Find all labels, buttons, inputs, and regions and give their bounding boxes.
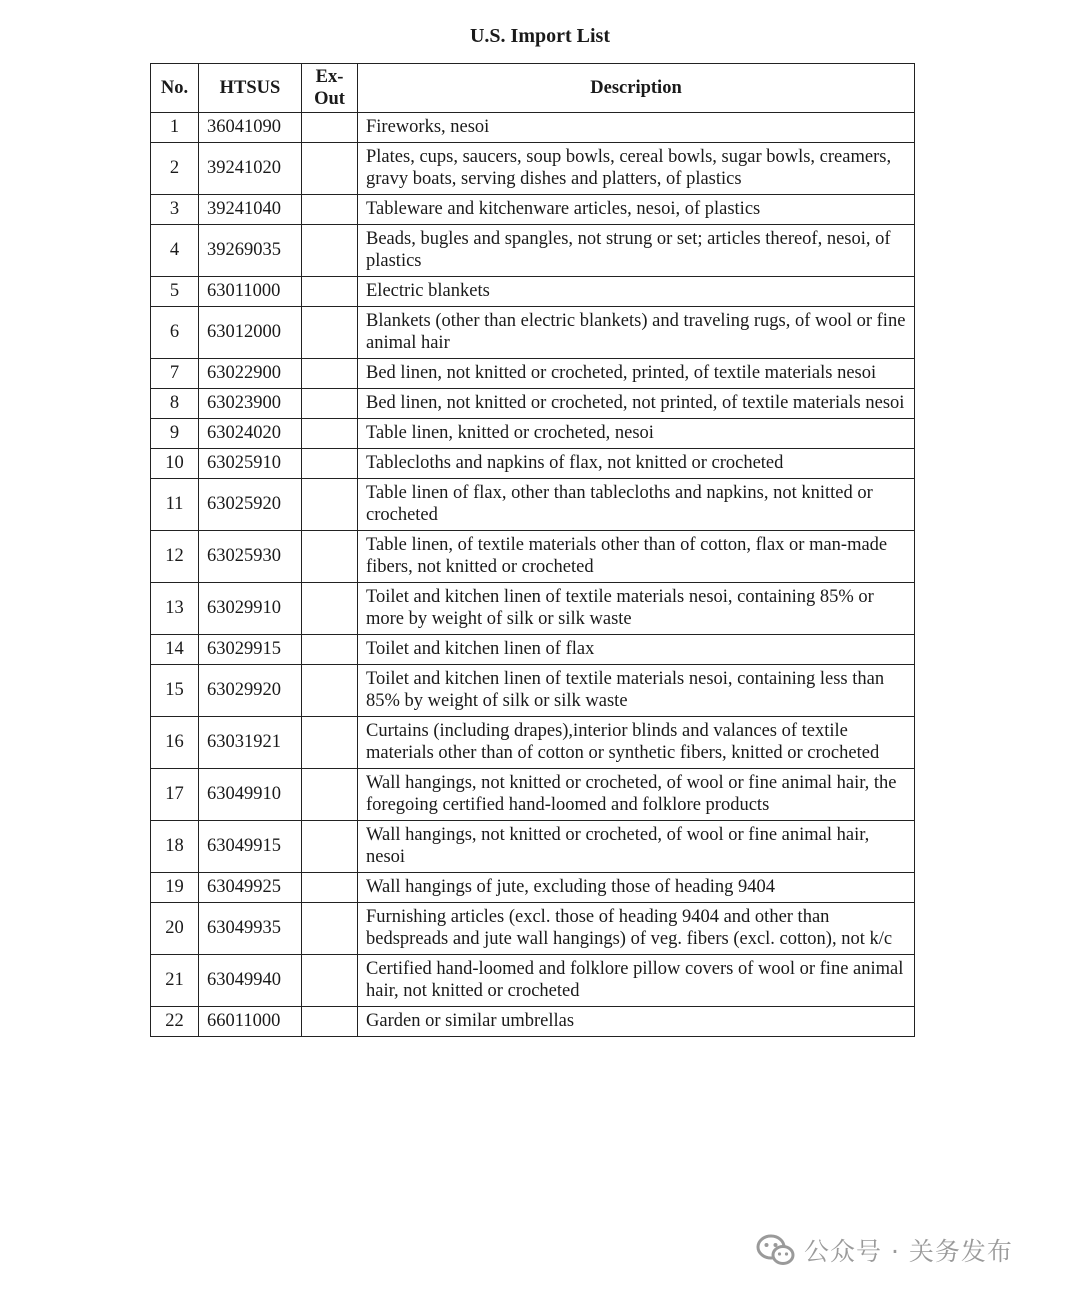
table-row — [151, 717, 915, 769]
cell-no: 3 — [151, 195, 199, 225]
table-row — [151, 143, 915, 195]
cell-description: Wall hangings, not knitted or crocheted, of wool or fine animal hair, nesoi — [358, 821, 915, 873]
cell-no: 12 — [151, 531, 199, 583]
cell-htsus: 63025930 — [199, 531, 302, 583]
page-title: U.S. Import List — [469, 25, 610, 47]
cell-exout — [302, 277, 358, 307]
cell-no: 16 — [151, 717, 199, 769]
table-row — [151, 359, 915, 389]
table-row — [151, 635, 915, 665]
header-exout: Ex- Out — [302, 64, 358, 113]
cell-no: 22 — [151, 1007, 199, 1037]
cell-htsus: 63023900 — [199, 389, 302, 419]
table-row — [151, 195, 915, 225]
cell-no: 9 — [151, 419, 199, 449]
table-row — [151, 225, 915, 277]
header-htsus: HTSUS — [199, 64, 302, 113]
cell-exout — [302, 665, 358, 717]
cell-description: Table linen, knitted or crocheted, nesoi — [358, 419, 915, 449]
cell-no: 19 — [151, 873, 199, 903]
cell-description: Toilet and kitchen linen of flax — [358, 635, 915, 665]
cell-description: Electric blankets — [358, 277, 915, 307]
cell-htsus: 63049910 — [199, 769, 302, 821]
watermark-text: 公众号 · 关务发布 — [804, 1237, 1013, 1266]
cell-exout — [302, 195, 358, 225]
cell-no: 10 — [151, 449, 199, 479]
cell-exout — [302, 1007, 358, 1037]
cell-htsus: 39241040 — [199, 195, 302, 225]
cell-htsus: 63049940 — [199, 955, 302, 1007]
cell-no: 20 — [151, 903, 199, 955]
cell-description: Blankets (other than electric blankets) and traveling rugs, of wool or fine animal hair — [358, 307, 915, 359]
table-row — [151, 531, 915, 583]
table-body — [151, 113, 915, 1037]
cell-htsus: 63049925 — [199, 873, 302, 903]
import-list-table — [150, 63, 915, 1037]
cell-htsus: 63029915 — [199, 635, 302, 665]
cell-htsus: 63049915 — [199, 821, 302, 873]
cell-no: 1 — [151, 113, 199, 143]
cell-description: Toilet and kitchen linen of textile materials nesoi, containing 85% or more by weight of silk or silk waste — [358, 583, 915, 635]
cell-htsus: 63025920 — [199, 479, 302, 531]
cell-exout — [302, 717, 358, 769]
cell-exout — [302, 307, 358, 359]
cell-no: 17 — [151, 769, 199, 821]
cell-exout — [302, 583, 358, 635]
wechat-icon — [756, 1233, 796, 1267]
header-no: No. — [151, 64, 199, 113]
table-row — [151, 821, 915, 873]
table-row — [151, 903, 915, 955]
cell-htsus: 63049935 — [199, 903, 302, 955]
header-description: Description — [358, 64, 915, 113]
cell-htsus: 63025910 — [199, 449, 302, 479]
cell-htsus: 39269035 — [199, 225, 302, 277]
cell-description: Tableware and kitchenware articles, nesoi, of plastics — [358, 195, 915, 225]
table-row — [151, 665, 915, 717]
cell-exout — [302, 143, 358, 195]
table-row — [151, 277, 915, 307]
cell-exout — [302, 113, 358, 143]
cell-exout — [302, 903, 358, 955]
cell-description: Bed linen, not knitted or crocheted, printed, of textile materials nesoi — [358, 359, 915, 389]
table-row — [151, 955, 915, 1007]
cell-htsus: 63012000 — [199, 307, 302, 359]
cell-description: Curtains (including drapes),interior blinds and valances of textile materials other than of cotton or synthetic fibers, knitted or crocheted — [358, 717, 915, 769]
cell-description: Furnishing articles (excl. those of heading 9404 and other than bedspreads and jute wall hangings) of veg. fibers (excl. cotton), not k/c — [358, 903, 915, 955]
watermark — [756, 1230, 1013, 1270]
cell-description: Plates, cups, saucers, soup bowls, cereal bowls, sugar bowls, creamers, gravy boats, serving dishes and platters, of plastics — [358, 143, 915, 195]
cell-no: 14 — [151, 635, 199, 665]
cell-htsus: 63029920 — [199, 665, 302, 717]
cell-description: Wall hangings, not knitted or crocheted, of wool or fine animal hair, the foregoing certified hand-loomed and folklore products — [358, 769, 915, 821]
cell-description: Garden or similar umbrellas — [358, 1007, 915, 1037]
cell-description: Table linen of flax, other than tablecloths and napkins, not knitted or crocheted — [358, 479, 915, 531]
cell-exout — [302, 531, 358, 583]
table-row — [151, 419, 915, 449]
cell-htsus: 63024020 — [199, 419, 302, 449]
cell-description: Certified hand-loomed and folklore pillow covers of wool or fine animal hair, not knitted or crocheted — [358, 955, 915, 1007]
cell-exout — [302, 769, 358, 821]
cell-exout — [302, 873, 358, 903]
table-row — [151, 769, 915, 821]
cell-description: Bed linen, not knitted or crocheted, not printed, of textile materials nesoi — [358, 389, 915, 419]
cell-no: 7 — [151, 359, 199, 389]
table-row — [151, 449, 915, 479]
cell-no: 2 — [151, 143, 199, 195]
cell-description: Toilet and kitchen linen of textile materials nesoi, containing less than 85% by weight of silk or silk waste — [358, 665, 915, 717]
cell-exout — [302, 479, 358, 531]
cell-no: 8 — [151, 389, 199, 419]
cell-htsus: 63022900 — [199, 359, 302, 389]
cell-no: 15 — [151, 665, 199, 717]
cell-no: 6 — [151, 307, 199, 359]
cell-no: 13 — [151, 583, 199, 635]
cell-exout — [302, 955, 358, 1007]
table-row — [151, 1007, 915, 1037]
table-header-row — [151, 64, 915, 113]
cell-description: Tablecloths and napkins of flax, not knitted or crocheted — [358, 449, 915, 479]
cell-exout — [302, 419, 358, 449]
cell-htsus: 63031921 — [199, 717, 302, 769]
cell-no: 21 — [151, 955, 199, 1007]
cell-no: 4 — [151, 225, 199, 277]
cell-description: Table linen, of textile materials other than of cotton, flax or man-made fibers, not knitted or crocheted — [358, 531, 915, 583]
cell-exout — [302, 821, 358, 873]
table-row — [151, 307, 915, 359]
cell-no: 11 — [151, 479, 199, 531]
cell-htsus: 36041090 — [199, 113, 302, 143]
cell-htsus: 39241020 — [199, 143, 302, 195]
cell-exout — [302, 389, 358, 419]
cell-description: Beads, bugles and spangles, not strung or set; articles thereof, nesoi, of plastics — [358, 225, 915, 277]
cell-exout — [302, 225, 358, 277]
cell-htsus: 63011000 — [199, 277, 302, 307]
cell-no: 18 — [151, 821, 199, 873]
cell-no: 5 — [151, 277, 199, 307]
table-row — [151, 873, 915, 903]
cell-htsus: 66011000 — [199, 1007, 302, 1037]
table-row — [151, 389, 915, 419]
cell-exout — [302, 449, 358, 479]
table-row — [151, 479, 915, 531]
cell-exout — [302, 635, 358, 665]
cell-description: Wall hangings of jute, excluding those of heading 9404 — [358, 873, 915, 903]
table-row — [151, 113, 915, 143]
cell-htsus: 63029910 — [199, 583, 302, 635]
table-row — [151, 583, 915, 635]
cell-exout — [302, 359, 358, 389]
cell-description: Fireworks, nesoi — [358, 113, 915, 143]
